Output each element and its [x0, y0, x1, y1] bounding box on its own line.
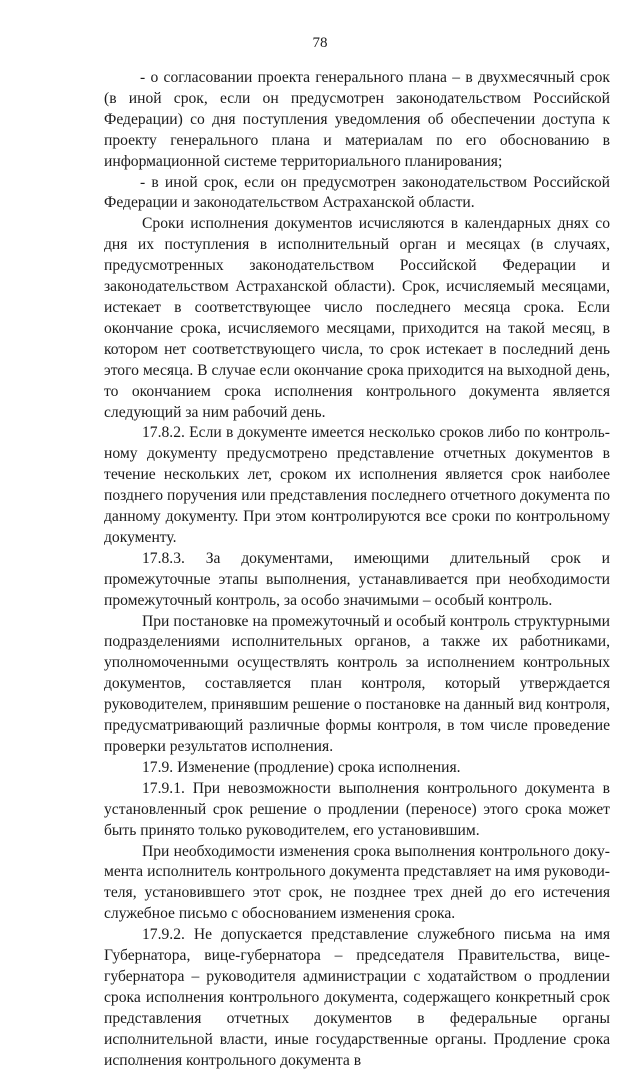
- paragraph: Сроки исполнения документов исчисляются в календарных днях со дня их поступления в исполнительный орган и месяцах (в случаях, предусмотренных законодательством Российской Федерации и законодательством Астраханской области). Срок, исчисляемый месяцами, истекает в соответствующее число последнего месяца срока. Если окончание срока, исчисляемого месяцами, приходится на такой месяц, в котором нет соответствующего числа, то срок истекает в последний день этого месяца. В случае если окончание срока приходится на выходной день, то окончанием срока исполнения контрольного документа является следующий за ним рабочий день.: [104, 215, 610, 421]
- paragraph: 17.9.2. Не допускается представление служебного письма на имя Губернатора, вице-губернатора – председателя Правительства, вице-губернатора – руководителя администрации с ходатайством о продлении срока исполнения контрольного документа, содержащего конкретный срок представления отчетных документов в федеральные органы исполнительной власти, иные государственные органы. Продление срока исполнения контрольного документа в: [104, 926, 610, 1069]
- paragraph: - о согласовании проекта генерального плана – в двухмесячный срок (в иной срок, если он предусмотрен законодательством Российской Федерации) со дня поступления уведомления об обеспечении доступа к проекту генерального плана и материалам по его обоснованию в информационной системе территориального планирования;: [104, 69, 610, 170]
- paragraph: При постановке на промежуточный и особый контроль структурными подразделениями исполнительных органов, а также их работниками, уполномоченными осуществлять контроль за исполнением контрольных документов, составляется план контроля, который утверждается руководителем, принявшим решение о постановке на данный вид контроля, предусматривающий различные формы контроля, в том числе проведение проверки результатов исполнения.: [104, 612, 610, 755]
- document-body: [104, 68, 610, 1072]
- paragraph: - в иной срок, если он предусмотрен законодательством Российской Федерации и законодательством Астраханской области.: [104, 173, 610, 212]
- paragraph: 17.9. Изменение (продление) срока исполнения.: [142, 758, 461, 776]
- paragraph: 17.8.2. Если в документе имеется несколько сроков либо по контрольному документу предусмотрено представление отчетных документов в течение нескольких лет, сроком их исполнения является срок наиболее позднего поручения или представления последнего отчетного документа по данному документу. При этом контролируются все сроки по контрольному документу.: [104, 424, 610, 546]
- paragraph: 17.9.1. При невозможности выполнения контрольного документа в установленный срок решение о продлении (переносе) этого срока может быть принято только руководителем, его установившим.: [104, 779, 610, 839]
- page-number: 78: [312, 35, 328, 51]
- paragraph: 17.8.3. За документами, имеющими длительный срок и промежуточные этапы выполнения, устанавливается при необходимости промежуточный контроль, за особо значимыми – особый контроль.: [104, 549, 610, 609]
- paragraph: При необходимости изменения срока выполнения контрольного документа исполнитель контрольного документа представляет на имя руководителя, установившего этот срок, не позднее трех дней до его истечения служебное письмо с обоснованием изменения срока.: [104, 842, 610, 923]
